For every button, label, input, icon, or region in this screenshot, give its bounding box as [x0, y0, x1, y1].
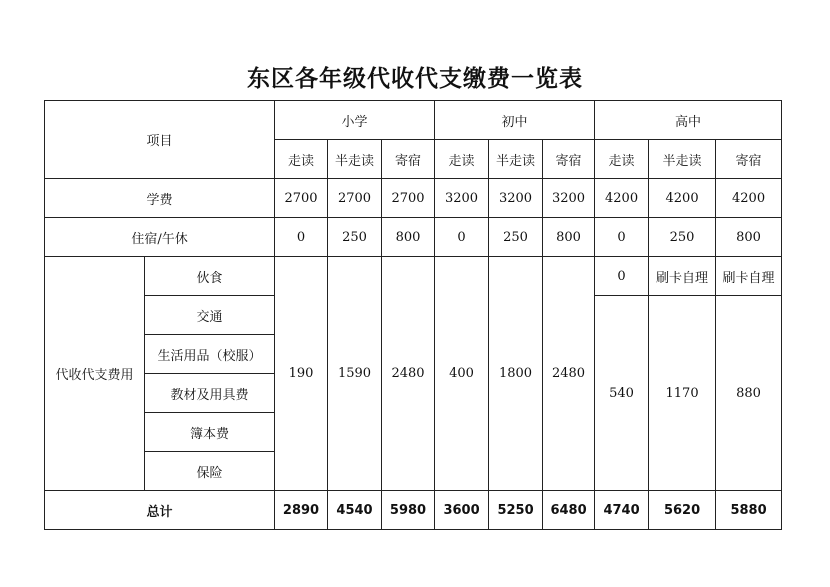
level-header-high: 高中: [595, 101, 782, 140]
type-header: 半走读: [649, 140, 716, 179]
table-cell: 250: [489, 218, 543, 257]
table-cell: 800: [543, 218, 595, 257]
table-cell: 2700: [328, 179, 382, 218]
table-cell: 2700: [382, 179, 435, 218]
table-cell: 4540: [328, 491, 382, 530]
type-header: 走读: [275, 140, 328, 179]
subitem-label: 保险: [145, 452, 275, 491]
table-cell: 刷卡自理: [649, 257, 716, 296]
table-cell: 2480: [543, 257, 595, 491]
collect-row-food: [45, 257, 782, 296]
table-cell: 5620: [649, 491, 716, 530]
type-header: 寄宿: [716, 140, 782, 179]
table-cell: 400: [435, 257, 489, 491]
subitem-label: 伙食: [145, 257, 275, 296]
table-cell: 2480: [382, 257, 435, 491]
table-cell: 2700: [275, 179, 328, 218]
type-header: 走读: [435, 140, 489, 179]
row-label-lodging: 住宿/午休: [45, 218, 275, 257]
table-cell: 0: [595, 257, 649, 296]
subitem-label: 交通: [145, 296, 275, 335]
row-label-total: 总计: [45, 491, 275, 530]
table-cell: 4200: [649, 179, 716, 218]
level-header-primary: 小学: [275, 101, 435, 140]
subitem-label: 生活用品（校服）: [145, 335, 275, 374]
table-cell: 5250: [489, 491, 543, 530]
fee-table: [44, 100, 782, 530]
level-header-middle: 初中: [435, 101, 595, 140]
page-title: 东区各年级代收代支缴费一览表: [247, 66, 583, 92]
total-row: [45, 491, 782, 530]
table-cell: 880: [716, 296, 782, 491]
table-cell: 0: [275, 218, 328, 257]
table-cell: 5980: [382, 491, 435, 530]
table-cell: 4740: [595, 491, 649, 530]
table-cell: 190: [275, 257, 328, 491]
type-header: 走读: [595, 140, 649, 179]
table-cell: 4200: [716, 179, 782, 218]
table-cell: 0: [435, 218, 489, 257]
table-cell: 2890: [275, 491, 328, 530]
tuition-row: [45, 179, 782, 218]
table-cell: 540: [595, 296, 649, 491]
table-cell: 0: [595, 218, 649, 257]
lodging-row: [45, 218, 782, 257]
table-cell: 1590: [328, 257, 382, 491]
table-cell: 3200: [543, 179, 595, 218]
type-header: 半走读: [489, 140, 543, 179]
table-cell: 250: [649, 218, 716, 257]
table-cell: 1800: [489, 257, 543, 491]
type-header: 寄宿: [543, 140, 595, 179]
table-cell: 刷卡自理: [716, 257, 782, 296]
row-label-tuition: 学费: [45, 179, 275, 218]
subitem-label: 教材及用具费: [145, 374, 275, 413]
subitem-label: 簿本费: [145, 413, 275, 452]
table-cell: 3200: [489, 179, 543, 218]
table-cell: 6480: [543, 491, 595, 530]
table-cell: 800: [382, 218, 435, 257]
type-header: 半走读: [328, 140, 382, 179]
table-cell: 3200: [435, 179, 489, 218]
table-cell: 250: [328, 218, 382, 257]
item-header: 项目: [45, 101, 275, 179]
table-cell: 5880: [716, 491, 782, 530]
type-header: 寄宿: [382, 140, 435, 179]
table-cell: 800: [716, 218, 782, 257]
header-row-levels: [45, 101, 782, 140]
table-cell: 3600: [435, 491, 489, 530]
table-cell: 1170: [649, 296, 716, 491]
row-label-collect: 代收代支费用: [45, 257, 145, 491]
table-cell: 4200: [595, 179, 649, 218]
